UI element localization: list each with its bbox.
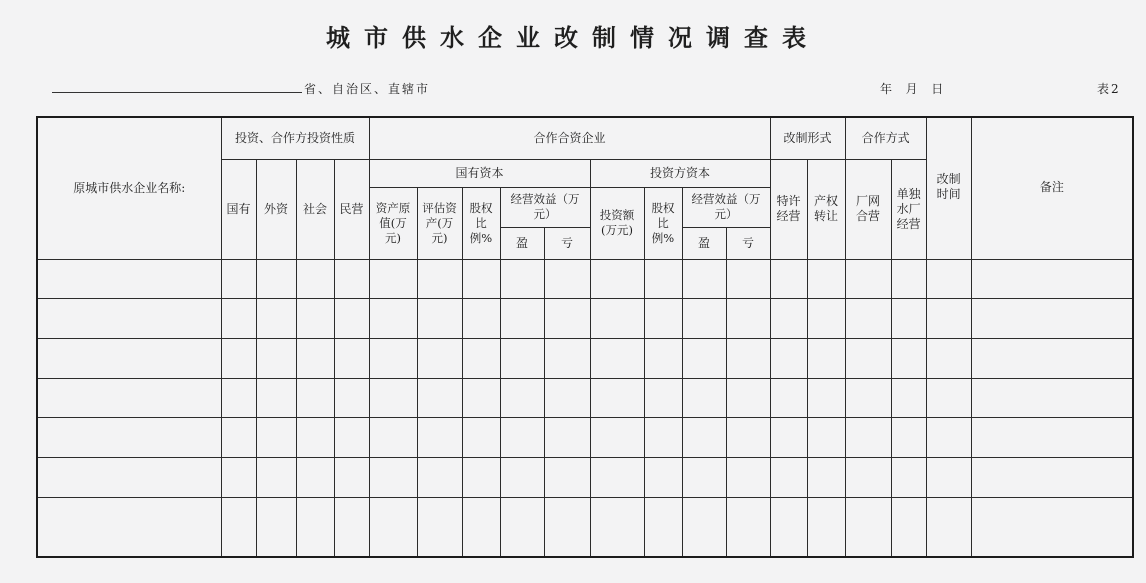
table-cell[interactable] <box>590 378 644 418</box>
table-cell[interactable] <box>807 299 845 339</box>
table-cell[interactable] <box>726 259 770 299</box>
table-cell[interactable] <box>926 418 971 458</box>
table-cell[interactable] <box>971 418 1133 458</box>
table-row <box>37 378 1133 418</box>
table-cell[interactable] <box>726 299 770 339</box>
table-cell[interactable] <box>644 259 682 299</box>
region-label: 省、自治区、直辖市 <box>304 82 431 96</box>
table-cell[interactable] <box>256 418 296 458</box>
loss-1-header: 亏 <box>544 227 590 259</box>
table-cell[interactable] <box>334 299 369 339</box>
table-cell[interactable] <box>256 497 296 557</box>
table-cell[interactable] <box>544 497 590 557</box>
separate-plant-header <box>891 159 926 259</box>
remarks-header: 备注 <box>971 117 1133 259</box>
investor-nature-header: 投资、合作方投资性质 <box>221 117 369 159</box>
table-cell[interactable] <box>37 259 221 299</box>
table-cell[interactable] <box>807 338 845 378</box>
loss-2-header: 亏 <box>726 227 770 259</box>
table-cell[interactable] <box>37 418 221 458</box>
table-cell[interactable] <box>462 497 500 557</box>
table-cell[interactable] <box>891 259 926 299</box>
enterprise-name-header: 原城市供水企业名称: <box>37 117 221 259</box>
table-cell[interactable] <box>37 378 221 418</box>
table-cell[interactable] <box>369 338 417 378</box>
table-cell[interactable] <box>726 418 770 458</box>
table-cell[interactable] <box>926 378 971 418</box>
table-cell[interactable] <box>256 458 296 498</box>
region-blank-line <box>52 92 302 93</box>
table-row <box>37 299 1133 339</box>
table-cell[interactable] <box>770 378 807 418</box>
table-cell[interactable] <box>590 497 644 557</box>
table-cell[interactable] <box>845 378 891 418</box>
table-cell[interactable] <box>590 299 644 339</box>
plant-network-text: 厂网合营 <box>856 194 881 223</box>
table-cell[interactable] <box>221 497 256 557</box>
table-cell[interactable] <box>37 299 221 339</box>
asset-value-header <box>369 187 417 259</box>
table-cell[interactable] <box>334 378 369 418</box>
table-cell[interactable] <box>770 497 807 557</box>
table-cell[interactable] <box>891 338 926 378</box>
table-cell[interactable] <box>807 458 845 498</box>
table-cell[interactable] <box>891 299 926 339</box>
table-cell[interactable] <box>296 418 334 458</box>
table-cell[interactable] <box>845 259 891 299</box>
table-cell[interactable] <box>644 378 682 418</box>
table-cell[interactable] <box>369 299 417 339</box>
table-cell[interactable] <box>37 458 221 498</box>
table-cell[interactable] <box>682 497 726 557</box>
investor-capital-header: 投资方资本 <box>590 159 770 187</box>
table-cell[interactable] <box>544 458 590 498</box>
table-cell[interactable] <box>221 299 256 339</box>
table-cell[interactable] <box>845 497 891 557</box>
table-cell[interactable] <box>845 299 891 339</box>
table-cell[interactable] <box>891 378 926 418</box>
franchise-text: 特许经营 <box>776 194 801 223</box>
table-cell[interactable] <box>770 458 807 498</box>
table-cell[interactable] <box>926 338 971 378</box>
table-cell[interactable] <box>807 497 845 557</box>
table-cell[interactable] <box>926 299 971 339</box>
table-cell[interactable] <box>417 378 462 418</box>
table-cell[interactable] <box>845 418 891 458</box>
table-cell[interactable] <box>807 259 845 299</box>
table-row <box>37 497 1133 557</box>
profit-1-header: 盈 <box>500 227 544 259</box>
op-benefit-2-text: 经营效益（万元） <box>691 192 761 221</box>
table-cell[interactable] <box>590 418 644 458</box>
table-cell[interactable] <box>590 338 644 378</box>
coop-mode-header: 合作方式 <box>845 117 926 159</box>
op-benefit-2-header <box>682 187 770 227</box>
table-cell[interactable] <box>891 418 926 458</box>
table-cell[interactable] <box>369 378 417 418</box>
franchise-header <box>770 159 807 259</box>
table-cell[interactable] <box>462 299 500 339</box>
plant-network-header <box>845 159 891 259</box>
table-cell[interactable] <box>845 458 891 498</box>
table-cell[interactable] <box>500 378 544 418</box>
table-cell[interactable] <box>726 497 770 557</box>
state-capital-header: 国有资本 <box>369 159 590 187</box>
inv-foreign-header: 外资 <box>256 159 296 259</box>
table-cell[interactable] <box>544 299 590 339</box>
table-cell[interactable] <box>37 497 221 557</box>
table-cell[interactable] <box>500 458 544 498</box>
table-cell[interactable] <box>221 259 256 299</box>
table-cell[interactable] <box>544 259 590 299</box>
table-cell[interactable] <box>334 418 369 458</box>
equity-ratio-2-text: 股权比例% <box>651 200 675 245</box>
table-cell[interactable] <box>417 458 462 498</box>
appraised-assets-text: 评估资产(万元) <box>422 200 457 245</box>
table-cell[interactable] <box>544 418 590 458</box>
table-row <box>37 259 1133 299</box>
table-cell[interactable] <box>296 338 334 378</box>
table-cell[interactable] <box>417 259 462 299</box>
table-cell[interactable] <box>369 497 417 557</box>
table-cell[interactable] <box>644 497 682 557</box>
table-cell[interactable] <box>644 299 682 339</box>
joint-venture-header: 合作合资企业 <box>369 117 770 159</box>
table-cell[interactable] <box>417 338 462 378</box>
table-cell[interactable] <box>726 378 770 418</box>
table-cell[interactable] <box>644 458 682 498</box>
form-title: 城市供水企业改制情况调查表 <box>326 23 820 52</box>
table-cell[interactable] <box>770 299 807 339</box>
table-cell[interactable] <box>417 497 462 557</box>
table-cell[interactable] <box>644 418 682 458</box>
table-cell[interactable] <box>971 458 1133 498</box>
table-cell[interactable] <box>417 418 462 458</box>
table-cell[interactable] <box>770 338 807 378</box>
table-cell[interactable] <box>462 378 500 418</box>
table-cell[interactable] <box>296 378 334 418</box>
table-cell[interactable] <box>334 338 369 378</box>
table-cell[interactable] <box>926 497 971 557</box>
date-label: 年 月 日 <box>880 82 946 96</box>
table-cell[interactable] <box>221 338 256 378</box>
inv-state-header: 国有 <box>221 159 256 259</box>
table-cell[interactable] <box>971 259 1133 299</box>
separate-plant-text: 单独水厂经营 <box>896 186 921 231</box>
table-cell[interactable] <box>891 458 926 498</box>
table-cell[interactable] <box>369 418 417 458</box>
equity-ratio-1-header <box>462 187 500 259</box>
table-cell[interactable] <box>926 458 971 498</box>
table-cell[interactable] <box>296 299 334 339</box>
reform-time-text: 改制时间 <box>936 172 961 201</box>
reform-time-header <box>926 117 971 259</box>
table-cell[interactable] <box>807 418 845 458</box>
survey-table <box>36 116 1134 558</box>
investment-text: 投资额(万元) <box>599 208 635 237</box>
table-cell[interactable] <box>971 338 1133 378</box>
reform-form-header: 改制形式 <box>770 117 845 159</box>
table-cell[interactable] <box>37 338 221 378</box>
table-cell[interactable] <box>726 338 770 378</box>
table-cell[interactable] <box>500 497 544 557</box>
table-cell[interactable] <box>682 299 726 339</box>
table-number: 表2 <box>1097 82 1121 96</box>
table-cell[interactable] <box>971 378 1133 418</box>
table-cell[interactable] <box>682 259 726 299</box>
table-cell[interactable] <box>544 378 590 418</box>
table-cell[interactable] <box>417 299 462 339</box>
table-cell[interactable] <box>296 497 334 557</box>
equity-ratio-2-header <box>644 187 682 259</box>
property-transfer-header <box>807 159 845 259</box>
table-row <box>37 458 1133 498</box>
table-cell[interactable] <box>971 299 1133 339</box>
table-cell[interactable] <box>221 458 256 498</box>
table-cell[interactable] <box>590 458 644 498</box>
appraised-assets-header <box>417 187 462 259</box>
table-cell[interactable] <box>462 338 500 378</box>
table-cell[interactable] <box>221 378 256 418</box>
op-benefit-1-header <box>500 187 590 227</box>
inv-social-header: 社会 <box>296 159 334 259</box>
asset-value-text: 资产原值(万元) <box>375 200 411 245</box>
table-cell[interactable] <box>682 378 726 418</box>
table-cell[interactable] <box>296 259 334 299</box>
table-cell[interactable] <box>500 418 544 458</box>
table-cell[interactable] <box>334 458 369 498</box>
table-cell[interactable] <box>462 259 500 299</box>
table-cell[interactable] <box>926 259 971 299</box>
table-cell[interactable] <box>221 418 256 458</box>
table-cell[interactable] <box>726 458 770 498</box>
table-cell[interactable] <box>544 338 590 378</box>
table-cell[interactable] <box>256 299 296 339</box>
table-cell[interactable] <box>369 259 417 299</box>
table-cell[interactable] <box>644 338 682 378</box>
table-cell[interactable] <box>256 378 296 418</box>
table-row <box>37 418 1133 458</box>
table-cell[interactable] <box>296 458 334 498</box>
profit-2-header: 盈 <box>682 227 726 259</box>
table-cell[interactable] <box>500 259 544 299</box>
equity-ratio-1-text: 股权比例% <box>469 200 493 245</box>
table-cell[interactable] <box>256 259 296 299</box>
table-cell[interactable] <box>500 299 544 339</box>
op-benefit-1-text: 经营效益（万元） <box>510 192 580 221</box>
table-cell[interactable] <box>334 259 369 299</box>
table-cell[interactable] <box>770 418 807 458</box>
header-row-1 <box>37 117 1133 159</box>
table-cell[interactable] <box>334 497 369 557</box>
table-cell[interactable] <box>845 338 891 378</box>
table-cell[interactable] <box>682 458 726 498</box>
table-cell[interactable] <box>590 259 644 299</box>
property-transfer-text: 产权转让 <box>814 194 839 223</box>
table-cell[interactable] <box>462 418 500 458</box>
table-cell[interactable] <box>891 497 926 557</box>
table-cell[interactable] <box>682 338 726 378</box>
table-cell[interactable] <box>500 338 544 378</box>
table-cell[interactable] <box>462 458 500 498</box>
table-cell[interactable] <box>682 418 726 458</box>
table-cell[interactable] <box>807 378 845 418</box>
table-cell[interactable] <box>256 338 296 378</box>
table-row <box>37 338 1133 378</box>
table-cell[interactable] <box>971 497 1133 557</box>
investment-header <box>590 187 644 259</box>
table-cell[interactable] <box>770 259 807 299</box>
inv-private-header: 民营 <box>334 159 369 259</box>
table-cell[interactable] <box>369 458 417 498</box>
